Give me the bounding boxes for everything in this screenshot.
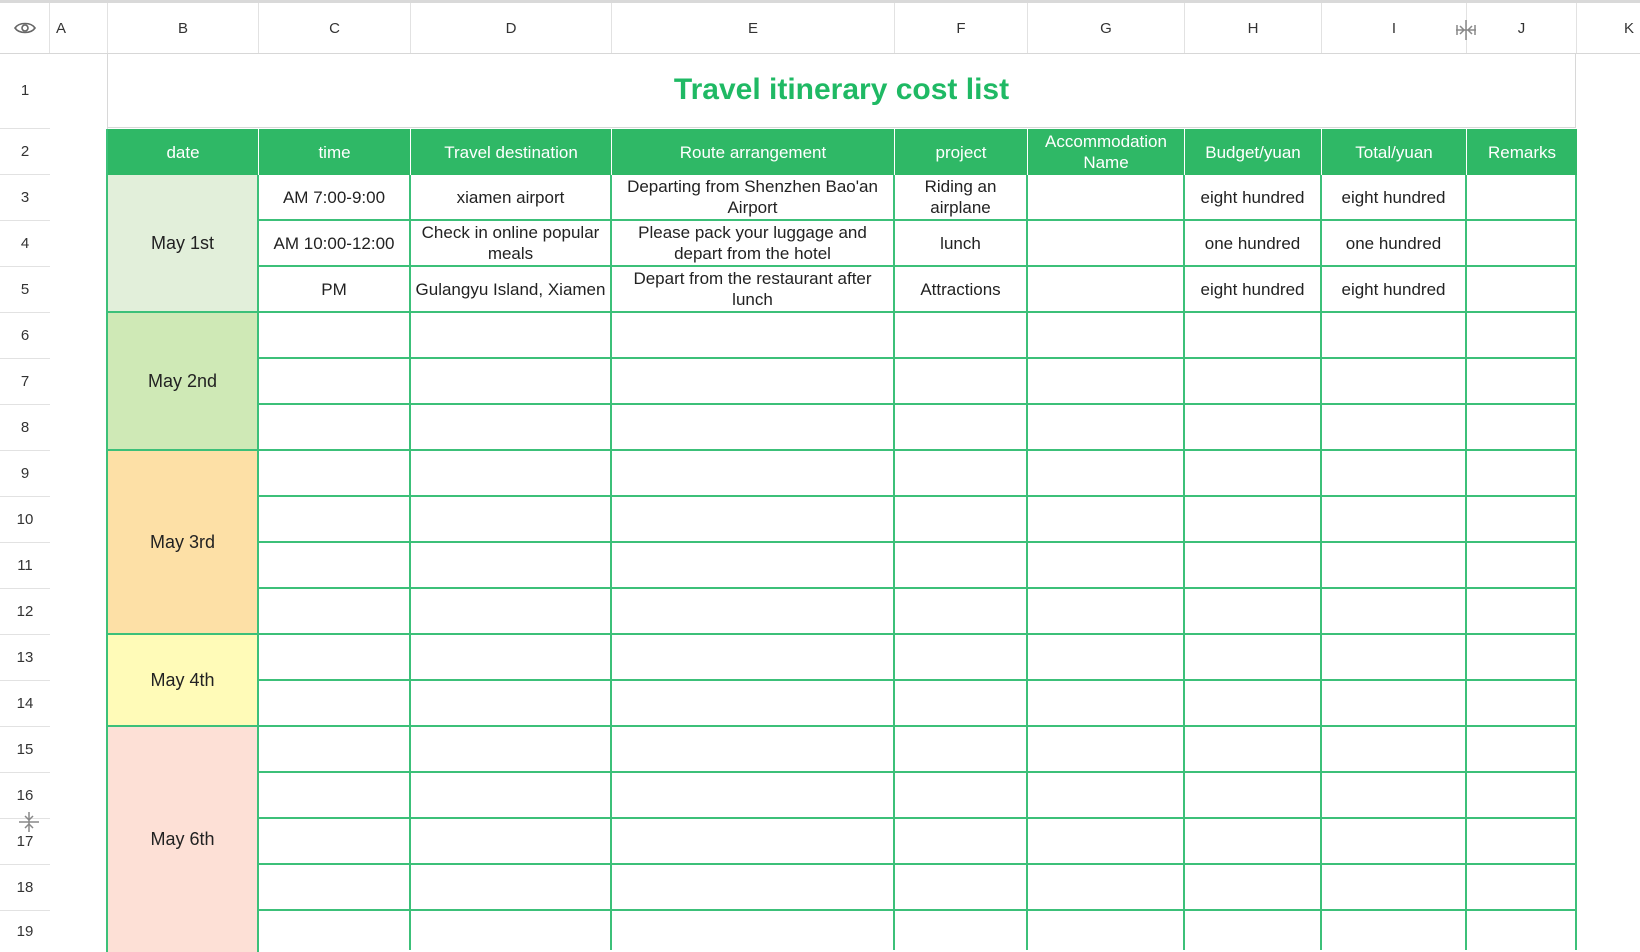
budget-cell[interactable] (1185, 727, 1322, 773)
row-header[interactable]: 9 (0, 451, 50, 497)
project-cell[interactable] (895, 865, 1028, 911)
route-cell[interactable] (612, 635, 895, 681)
row-header[interactable]: 14 (0, 681, 50, 727)
time-cell[interactable] (259, 451, 411, 497)
remarks-cell[interactable] (1467, 359, 1577, 405)
budget-cell[interactable] (1185, 359, 1322, 405)
project-cell[interactable]: Attractions (895, 267, 1028, 313)
row-header[interactable]: 12 (0, 589, 50, 635)
column-header-k[interactable]: K (1623, 19, 1634, 37)
date-cell[interactable]: May 4th (108, 635, 259, 727)
project-cell[interactable]: Riding an airplane (895, 175, 1028, 221)
route-cell[interactable] (612, 543, 895, 589)
time-cell[interactable] (259, 313, 411, 359)
total-cell[interactable] (1322, 313, 1467, 359)
project-cell[interactable]: lunch (895, 221, 1028, 267)
remarks-cell[interactable] (1467, 773, 1577, 819)
time-cell[interactable] (259, 635, 411, 681)
column-header-h[interactable]: H (1185, 3, 1322, 53)
destination-cell[interactable] (411, 405, 612, 451)
header-route[interactable]: Route arrangement (612, 129, 895, 175)
budget-cell[interactable] (1185, 865, 1322, 911)
budget-cell[interactable]: one hundred (1185, 221, 1322, 267)
column-header-i[interactable]: I (1322, 3, 1467, 53)
row-header[interactable]: 1 (0, 53, 50, 129)
time-cell[interactable] (259, 681, 411, 727)
route-cell[interactable] (612, 589, 895, 635)
destination-cell[interactable] (411, 819, 612, 865)
route-cell[interactable] (612, 819, 895, 865)
total-cell[interactable] (1322, 773, 1467, 819)
total-cell[interactable] (1322, 451, 1467, 497)
accommodation-cell[interactable] (1028, 267, 1185, 313)
accommodation-cell[interactable] (1028, 681, 1185, 727)
row-header[interactable]: 4 (0, 221, 50, 267)
destination-cell[interactable] (411, 635, 612, 681)
budget-cell[interactable] (1185, 589, 1322, 635)
header-total[interactable]: Total/yuan (1322, 129, 1467, 175)
project-cell[interactable] (895, 911, 1028, 950)
accommodation-cell[interactable] (1028, 865, 1185, 911)
row-header[interactable]: 10 (0, 497, 50, 543)
time-cell[interactable] (259, 773, 411, 819)
row-header[interactable]: 13 (0, 635, 50, 681)
date-cell[interactable]: May 3rd (108, 451, 259, 635)
project-cell[interactable] (895, 359, 1028, 405)
project-cell[interactable] (895, 497, 1028, 543)
route-cell[interactable] (612, 681, 895, 727)
budget-cell[interactable]: eight hundred (1185, 175, 1322, 221)
remarks-cell[interactable] (1467, 405, 1577, 451)
route-cell[interactable] (612, 865, 895, 911)
route-cell[interactable]: Departing from Shenzhen Bao'an Airport (612, 175, 895, 221)
route-cell[interactable] (612, 405, 895, 451)
row-header[interactable]: 16 (0, 773, 50, 819)
time-cell[interactable]: PM (259, 267, 411, 313)
total-cell[interactable]: one hundred (1322, 221, 1467, 267)
time-cell[interactable] (259, 727, 411, 773)
column-header-j[interactable]: J (1467, 3, 1577, 53)
column-header-g[interactable]: G (1028, 3, 1185, 53)
time-cell[interactable]: AM 10:00-12:00 (259, 221, 411, 267)
header-destination[interactable]: Travel destination (411, 129, 612, 175)
column-header-f[interactable]: F (895, 3, 1028, 53)
destination-cell[interactable] (411, 589, 612, 635)
project-cell[interactable] (895, 727, 1028, 773)
header-remarks[interactable]: Remarks (1467, 129, 1577, 175)
total-cell[interactable] (1322, 911, 1467, 950)
project-cell[interactable] (895, 543, 1028, 589)
header-time[interactable]: time (259, 129, 411, 175)
header-accommodation[interactable]: Accommodation Name (1028, 129, 1185, 175)
route-cell[interactable] (612, 773, 895, 819)
budget-cell[interactable] (1185, 681, 1322, 727)
route-cell[interactable] (612, 497, 895, 543)
total-cell[interactable] (1322, 819, 1467, 865)
row-header[interactable]: 6 (0, 313, 50, 359)
total-cell[interactable] (1322, 681, 1467, 727)
row-header[interactable]: 5 (0, 267, 50, 313)
sheet-title[interactable]: Travel itinerary cost list (108, 53, 1576, 128)
route-cell[interactable] (612, 359, 895, 405)
destination-cell[interactable]: Check in online popular meals (411, 221, 612, 267)
total-cell[interactable] (1322, 405, 1467, 451)
destination-cell[interactable]: xiamen airport (411, 175, 612, 221)
time-cell[interactable] (259, 543, 411, 589)
column-header-e[interactable]: E (612, 3, 895, 53)
budget-cell[interactable] (1185, 911, 1322, 950)
row-header[interactable]: 7 (0, 359, 50, 405)
date-cell[interactable]: May 2nd (108, 313, 259, 451)
destination-cell[interactable] (411, 773, 612, 819)
project-cell[interactable] (895, 589, 1028, 635)
row-header[interactable]: 8 (0, 405, 50, 451)
total-cell[interactable] (1322, 359, 1467, 405)
budget-cell[interactable] (1185, 543, 1322, 589)
column-header-d[interactable]: D (411, 3, 612, 53)
header-budget[interactable]: Budget/yuan (1185, 129, 1322, 175)
budget-cell[interactable] (1185, 313, 1322, 359)
remarks-cell[interactable] (1467, 451, 1577, 497)
row-header[interactable]: 3 (0, 175, 50, 221)
row-header[interactable]: 2 (0, 129, 50, 175)
destination-cell[interactable] (411, 451, 612, 497)
accommodation-cell[interactable] (1028, 359, 1185, 405)
row-header[interactable]: 18 (0, 865, 50, 911)
eye-icon[interactable] (0, 3, 50, 53)
remarks-cell[interactable] (1467, 589, 1577, 635)
total-cell[interactable] (1322, 589, 1467, 635)
remarks-cell[interactable] (1467, 819, 1577, 865)
accommodation-cell[interactable] (1028, 635, 1185, 681)
accommodation-cell[interactable] (1028, 543, 1185, 589)
remarks-cell[interactable] (1467, 911, 1577, 950)
destination-cell[interactable] (411, 359, 612, 405)
accommodation-cell[interactable] (1028, 773, 1185, 819)
accommodation-cell[interactable] (1028, 589, 1185, 635)
destination-cell[interactable] (411, 727, 612, 773)
route-cell[interactable] (612, 727, 895, 773)
accommodation-cell[interactable] (1028, 405, 1185, 451)
row-header[interactable]: 11 (0, 543, 50, 589)
total-cell[interactable] (1322, 865, 1467, 911)
destination-cell[interactable]: Gulangyu Island, Xiamen (411, 267, 612, 313)
time-cell[interactable] (259, 865, 411, 911)
total-cell[interactable]: eight hundred (1322, 175, 1467, 221)
total-cell[interactable] (1322, 543, 1467, 589)
column-header-bar (0, 3, 1640, 54)
accommodation-cell[interactable] (1028, 911, 1185, 950)
total-cell[interactable] (1322, 497, 1467, 543)
route-cell[interactable]: Please pack your luggage and depart from the hotel (612, 221, 895, 267)
total-cell[interactable]: eight hundred (1322, 267, 1467, 313)
remarks-cell[interactable] (1467, 267, 1577, 313)
route-cell[interactable]: Depart from the restaurant after lunch (612, 267, 895, 313)
budget-cell[interactable] (1185, 773, 1322, 819)
destination-cell[interactable] (411, 911, 612, 950)
accommodation-cell[interactable] (1028, 451, 1185, 497)
row-header[interactable]: 15 (0, 727, 50, 773)
destination-cell[interactable] (411, 313, 612, 359)
route-cell[interactable] (612, 911, 895, 950)
accommodation-cell[interactable] (1028, 497, 1185, 543)
remarks-cell[interactable] (1467, 635, 1577, 681)
budget-cell[interactable] (1185, 497, 1322, 543)
date-cell[interactable]: May 1st (108, 175, 259, 313)
row-header[interactable]: 17 (0, 819, 50, 865)
time-cell[interactable] (259, 497, 411, 543)
remarks-cell[interactable] (1467, 313, 1577, 359)
project-cell[interactable] (895, 819, 1028, 865)
project-cell[interactable] (895, 681, 1028, 727)
date-cell[interactable]: May 6th (108, 727, 259, 952)
route-cell[interactable] (612, 313, 895, 359)
header-date[interactable]: date (108, 129, 259, 175)
project-cell[interactable] (895, 405, 1028, 451)
remarks-cell[interactable] (1467, 727, 1577, 773)
total-cell[interactable] (1322, 727, 1467, 773)
destination-cell[interactable] (411, 543, 612, 589)
column-header-c[interactable]: C (259, 3, 411, 53)
accommodation-cell[interactable] (1028, 819, 1185, 865)
time-cell[interactable] (259, 819, 411, 865)
remarks-cell[interactable] (1467, 543, 1577, 589)
project-cell[interactable] (895, 635, 1028, 681)
column-header-b[interactable]: B (108, 3, 259, 53)
time-cell[interactable] (259, 589, 411, 635)
route-cell[interactable] (612, 451, 895, 497)
remarks-cell[interactable] (1467, 175, 1577, 221)
accommodation-cell[interactable] (1028, 175, 1185, 221)
header-project[interactable]: project (895, 129, 1028, 175)
destination-cell[interactable] (411, 497, 612, 543)
remarks-cell[interactable] (1467, 221, 1577, 267)
time-cell[interactable] (259, 359, 411, 405)
accommodation-cell[interactable] (1028, 313, 1185, 359)
sheet-grid (0, 53, 1640, 952)
destination-cell[interactable] (411, 865, 612, 911)
accommodation-cell[interactable] (1028, 221, 1185, 267)
row-header[interactable]: 19 (16, 923, 34, 940)
project-cell[interactable] (895, 313, 1028, 359)
budget-cell[interactable] (1185, 635, 1322, 681)
project-cell[interactable] (895, 451, 1028, 497)
remarks-cell[interactable] (1467, 865, 1577, 911)
destination-cell[interactable] (411, 681, 612, 727)
remarks-cell[interactable] (1467, 681, 1577, 727)
budget-cell[interactable] (1185, 405, 1322, 451)
time-cell[interactable] (259, 405, 411, 451)
project-cell[interactable] (895, 773, 1028, 819)
total-cell[interactable] (1322, 635, 1467, 681)
time-cell[interactable]: AM 7:00-9:00 (259, 175, 411, 221)
time-cell[interactable] (259, 911, 411, 950)
accommodation-cell[interactable] (1028, 727, 1185, 773)
budget-cell[interactable] (1185, 819, 1322, 865)
budget-cell[interactable] (1185, 451, 1322, 497)
budget-cell[interactable]: eight hundred (1185, 267, 1322, 313)
column-header-a[interactable]: A (50, 3, 108, 53)
column-resize-icon[interactable] (1454, 19, 1478, 41)
remarks-cell[interactable] (1467, 497, 1577, 543)
